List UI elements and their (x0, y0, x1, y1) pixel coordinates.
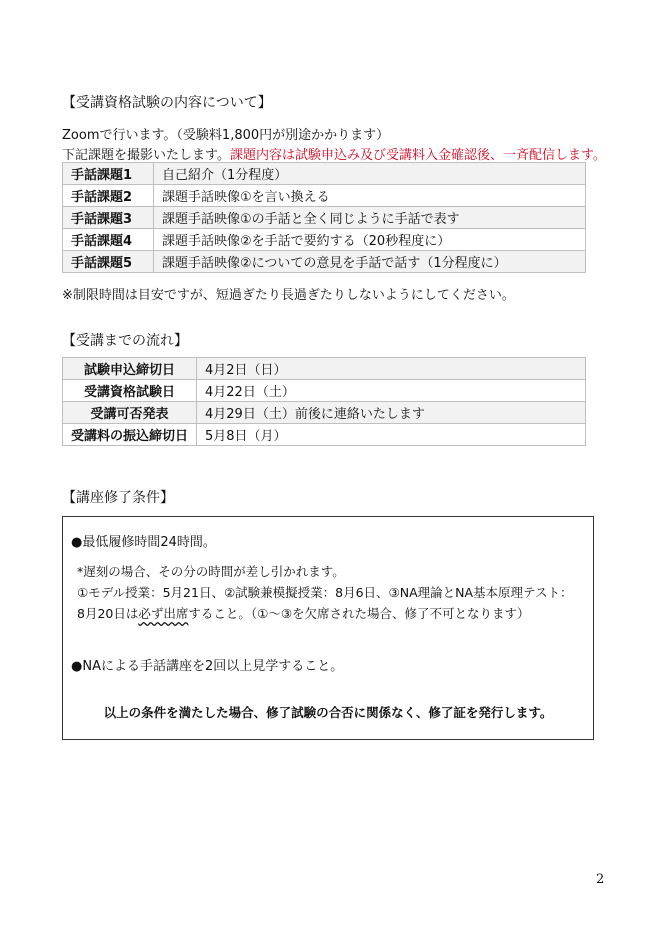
exam-instruction-line (62, 144, 606, 163)
schedule-label: 受講資格試験日 (63, 380, 197, 402)
min-hours-condition: ●最低履修時間24時間。 (71, 535, 216, 550)
schedule-label: 受講料の振込締切日 (63, 424, 197, 446)
section-heading-completion: 【講座修了条件】 (62, 490, 174, 506)
table-row (63, 358, 586, 380)
table-row (63, 380, 586, 402)
time-limit-note: ※制限時間は目安ですが、短過ぎたり長過ぎたりしないようにしてください。 (62, 288, 515, 303)
page-number: 2 (596, 872, 605, 887)
observation-condition: ●NAによる手話講座を2回以上見学すること。 (71, 659, 344, 674)
section-heading-schedule: 【受講までの流れ】 (62, 333, 188, 349)
table-row (63, 229, 586, 251)
schedule-value: 5月8日（月） (197, 424, 586, 446)
required-date-text: 8月20日は (77, 606, 139, 621)
table-row (63, 424, 586, 446)
exam-method-line: Zoomで行います。（受験料1,800円が別途かかります） (62, 128, 390, 143)
exam-instruction-text: 下記課題を撮影いたします。 (62, 148, 230, 163)
task-description: 課題手話映像②についての意見を手話で話す（1分程度に） (154, 251, 586, 273)
task-table (62, 162, 586, 273)
completion-conditions-box (62, 516, 594, 740)
required-absence-note: すること。（①～③を欠席された場合、修了不可となります） (188, 606, 530, 621)
required-sessions-line-1: ①モデル授業：5月21日、②試験兼模擬授業：8月6日、③NA理論とNA基本原理テスト： (77, 585, 573, 600)
schedule-value: 4月2日（日） (197, 358, 586, 380)
late-note: *遅刻の場合、その分の時間が差し引かれます。 (77, 564, 345, 579)
completion-summary: 以上の条件を満たした場合、修了試験の合否に関係なく、修了証を発行します。 (103, 705, 553, 720)
task-description: 課題手話映像①を言い換える (154, 185, 586, 207)
table-row (63, 207, 586, 229)
table-row (63, 251, 586, 273)
table-row (63, 185, 586, 207)
required-attendance-emphasis: 必ず出席 (138, 606, 189, 621)
task-label: 手話課題1 (63, 163, 154, 185)
task-description: 課題手話映像②を手話で要約する（20秒程度に） (154, 229, 586, 251)
schedule-label: 受講可否発表 (63, 402, 197, 424)
task-label: 手話課題4 (63, 229, 154, 251)
exam-distribution-notice: 課題内容は試験申込み及び受講料入金確認後、一斉配信します。 (229, 148, 606, 163)
task-label: 手話課題2 (63, 185, 154, 207)
table-row (63, 163, 586, 185)
task-label: 手話課題3 (63, 207, 154, 229)
task-description: 課題手話映像①の手話と全く同じように手話で表す (154, 207, 586, 229)
task-description: 自己紹介（1分程度） (154, 163, 586, 185)
task-label: 手話課題5 (63, 251, 154, 273)
schedule-value: 4月29日（土）前後に連絡いたします (197, 402, 586, 424)
required-sessions-line-2 (77, 604, 530, 622)
schedule-value: 4月22日（土） (197, 380, 586, 402)
table-row (63, 402, 586, 424)
section-heading-exam-content: 【受講資格試験の内容について】 (62, 95, 272, 111)
schedule-label: 試験申込締切日 (63, 358, 197, 380)
schedule-table (62, 357, 586, 446)
